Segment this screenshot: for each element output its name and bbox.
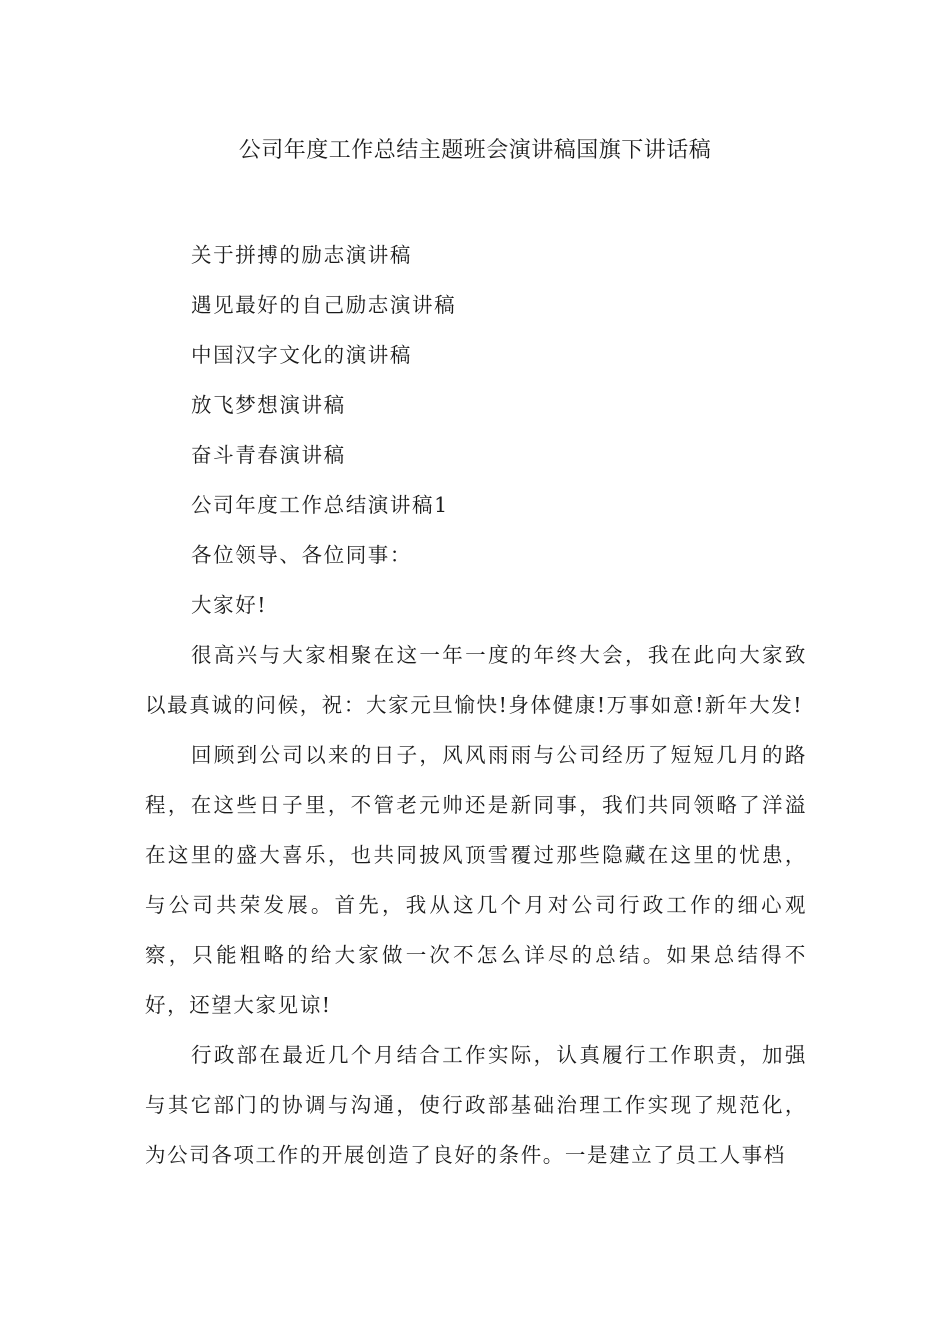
paragraph: 各位领导、各位同事： (191, 543, 412, 567)
document-title: 公司年度工作总结主题班会演讲稿国旗下讲话稿 (238, 138, 712, 163)
paragraph: 关于拼搏的励志演讲稿 (191, 243, 412, 267)
paragraph: 中国汉字文化的演讲稿 (191, 343, 412, 367)
paragraph: 行政部在最近几个月结合工作实际，认真履行工作职责，加强与其它部门的协调与沟通，使行政部基础治理工作实现了规范化，为公司各项工作的开展创造了良好的条件。一是建立了员工人事档 (145, 1043, 807, 1167)
paragraph: 遇见最好的自己励志演讲稿 (191, 293, 457, 317)
paragraph: 大家好! (191, 593, 268, 617)
paragraph: 很高兴与大家相聚在这一年一度的年终大会，我在此向大家致以最真诚的问候，祝：大家元旦愉快!身体健康!万事如意!新年大发! (145, 643, 807, 717)
document-body (145, 230, 807, 1180)
paragraph: 放飞梦想演讲稿 (191, 393, 346, 417)
paragraph: 公司年度工作总结演讲稿1 (191, 493, 449, 517)
paragraph: 回顾到公司以来的日子，风风雨雨与公司经历了短短几月的路程，在这些日子里，不管老元帅还是新同事，我们共同领略了洋溢在这里的盛大喜乐，也共同披风顶雪覆过那些隐藏在这里的忧患，与公司共荣发展。首先，我从这几个月对公司行政工作的细心观察，只能粗略的给大家做一次不怎么详尽的总结。如果总结得不好，还望大家见谅! (145, 743, 807, 1017)
paragraph: 奋斗青春演讲稿 (191, 443, 346, 467)
